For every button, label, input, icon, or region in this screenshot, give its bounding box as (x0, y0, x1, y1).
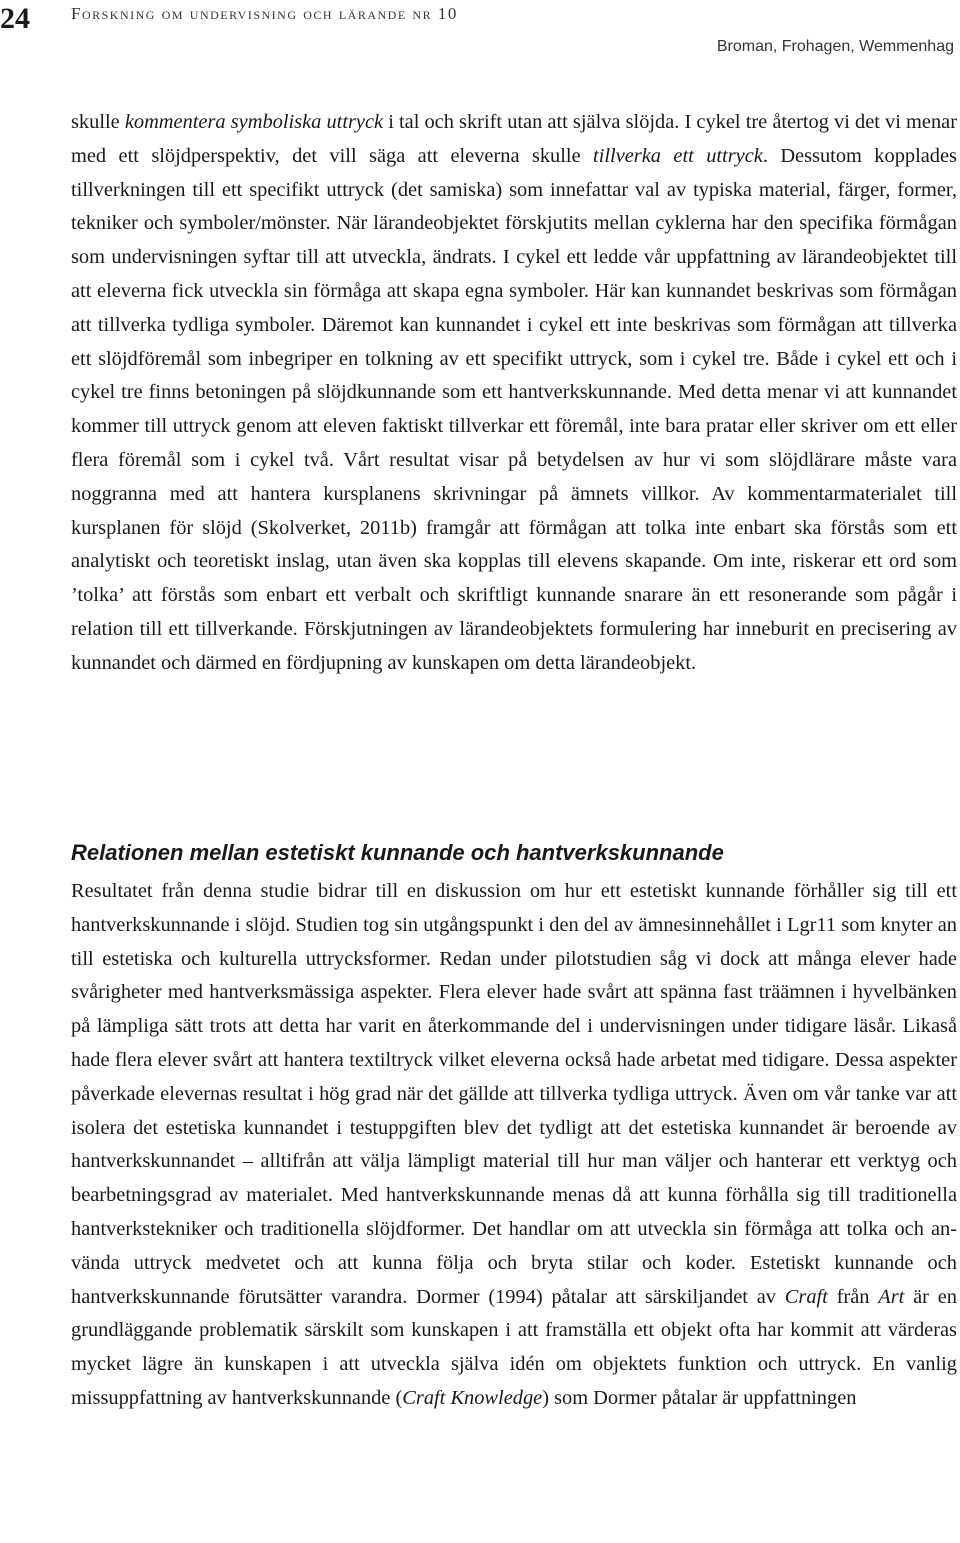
emphasis-text: tillverka ett uttryck (593, 144, 763, 167)
author-names: Broman, Frohagen, Wemmenhag (716, 38, 954, 55)
text-run: är en grundläggande problematik särskilt som kunskapen i att framställa ett objekt ofta har kommit att värderas mycket lägre än kunskapen i att utveckla själva idén om objektets funktion och uttryck. En vanlig missuppfattning av hantverkskunnande ( (71, 1285, 957, 1409)
text-run: ) som Dormer påtalar är uppfattningen (542, 1386, 857, 1409)
text-run: skulle (71, 111, 125, 133)
emphasis-text: Craft (784, 1285, 828, 1308)
emphasis-text: kommentera symboliska uttryck (124, 111, 384, 133)
body-paragraph-2 (71, 875, 957, 1416)
page-number: 24 (0, 2, 30, 35)
section-heading: Relationen mellan estetiskt kunnande och hantverkskunnande (71, 840, 724, 865)
text-run: från (827, 1285, 879, 1308)
emphasis-text: Art (878, 1285, 905, 1308)
text-run: Resultatet från denna studie bidrar till en diskussion om hur ett estetiskt kunnande förhåller sig till ett hantverkskunnande i slöjd. Studien tog sin utgångspunkt i den del av ämnesinnehållet i Lgr11 som knyter an till estetiska och kulturella uttrycksformer. Redan under pilotstudien såg vi dock att många elever hade svårigheter med hantverksmässiga aspekter. Flera elever hade svårt att spänna fast träämnen i hyvelbänken på lämpliga sätt trots att detta har varit en återkommande del i undervisningen under tidigare läsår. Likaså hade flera elever svårt att hantera textiltryck vilket eleverna också hade arbetat med tidigare. Dessa aspekter påverkade elevernas resultat i hög grad när det gällde att tillverka tydliga uttryck. Även om vår tanke var att isolera det estetiska kunnandet i testuppgiften blev det tydligt att det estetiska kunnandet är beroende av hantverkskunnandet – alltifrån att välja lämpligt material till hur man väljer och hanterar ett verktyg och bearbetningsgrad av materialet. Med hantverkskunnande menas då att kunna förhålla sig till traditionella hantverkstekniker och traditionella slöjdformer. Det handlar om att utveckla sin förmåga att tolka och använda uttryck medvetet och att kunna följa och bryta stilar och koder. Estetiskt kunnande och hantverkskunnande förutsätter varandra. Dormer (1994) påtalar att särskiljandet av (71, 880, 957, 1308)
emphasis-text: Craft Knowledge (402, 1386, 543, 1409)
text-run: . Dessutom kopplades tillverkningen till ett specifikt uttryck (det samiska) som innefattar val av typiska material, färger, former, tekniker och symboler/mönster. När lärandeobjektet förskjutits mellan cyklerna har den specifika förmågan som undervisningen syftar till att utveckla, ändrats. I cykel ett ledde vår uppfattning av lärandeobjektet till att eleverna fick utveckla sin förmåga att skapa egna symboler. Här kan kunnandet beskrivas som förmågan att tillverka tydliga symboler. Däremot kan kunnandet i cykel ett inte beskrivas som förmågan att tillverka ett slöjdföremål som inbegriper en tolkning av ett specifikt uttryck, som i cykel tre. Både i cykel ett och i cykel tre finns betoningen på slöjdkunnande som ett hantverkskunnande. Med detta menar vi att kunnandet kommer till uttryck genom att eleven faktiskt tillverkar ett föremål, inte bara pratar eller skriver om ett eller flera föremål som i cykel två. Vårt resultat visar på betydelsen av hur vi som slöjdlärare måste vara noggranna med att hantera kursplanens skrivningar på ämnets villkor. Av kommentarmaterialet till kursplanen för slöjd (Skolverket, 2011b) framgår att förmågan att tolka inte enbart ska förstås som ett analytiskt och teoretiskt inslag, utan även ska kopplas till elevens skapande. Om inte, riskerar ett ord som ’tolka’ att förstås som enbart ett verbalt och skriftligt kunnande snarare än ett resonerande som pågår i relation till ett tillverkande. Förskjutningen av lärandeobjektets formulering har inneburit en precisering av kunnandet och därmed en fördjupning av kunskapen om detta lärandeobjekt. (71, 144, 957, 674)
body-paragraph-1 (71, 106, 957, 681)
text-run: i tal och skrift utan att själva slöjda. I cykel tre återtog vi det vi menar med ett slöjdperspektiv, det vill säga att eleverna skulle (71, 111, 957, 167)
journal-running-title: Forskning om undervisning och lärande nr 10 (71, 4, 458, 23)
